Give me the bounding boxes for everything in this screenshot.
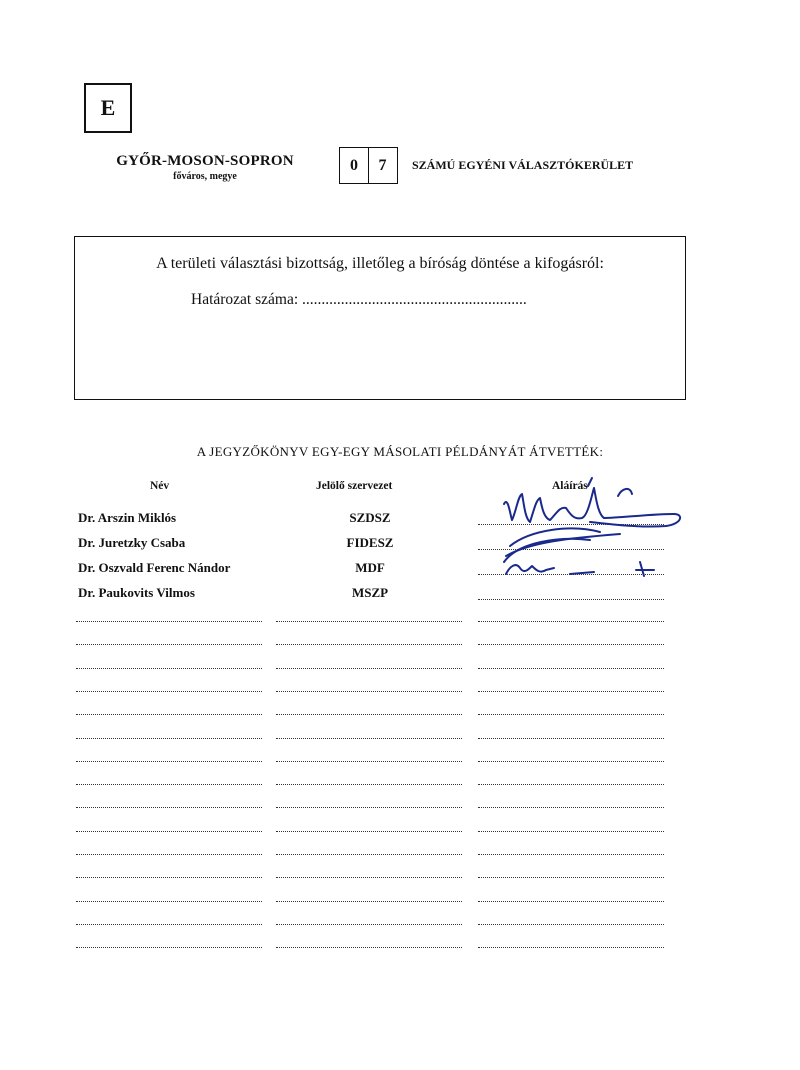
county-caption: főváros, megye xyxy=(173,171,237,182)
county-name: GYŐR-MOSON-SOPRON xyxy=(116,153,294,169)
column-header-name: Név xyxy=(150,480,170,492)
blank-name-line xyxy=(76,901,262,902)
blank-name-line xyxy=(76,621,262,622)
column-header-signature: Aláírás xyxy=(552,480,588,492)
blank-name-line xyxy=(76,924,262,925)
blank-org-line xyxy=(276,761,462,762)
blank-org-line xyxy=(276,738,462,739)
row-name: Dr. Oszvald Ferenc Nándor xyxy=(78,560,231,575)
blank-signature-line xyxy=(478,901,664,902)
blank-signature-line xyxy=(478,784,664,785)
blank-signature-line xyxy=(478,854,664,855)
blank-org-line xyxy=(276,877,462,878)
blank-signature-line xyxy=(478,714,664,715)
blank-org-line xyxy=(276,807,462,808)
blank-name-line xyxy=(76,691,262,692)
blank-row xyxy=(0,877,800,887)
decision-title: A területi választási bizottság, illetőleg a bíróság döntése a kifogásról: xyxy=(156,255,604,272)
blank-org-line xyxy=(276,947,462,948)
blank-org-line xyxy=(276,854,462,855)
district-caption: SZÁMÚ EGYÉNI VÁLASZTÓKERÜLET xyxy=(412,158,634,172)
blank-name-line xyxy=(76,877,262,878)
column-header-org: Jelölő szervezet xyxy=(316,480,393,492)
blank-org-line xyxy=(276,901,462,902)
blank-signature-line xyxy=(478,947,664,948)
blank-name-line xyxy=(76,784,262,785)
district-number-boxes xyxy=(339,147,398,184)
blank-name-line xyxy=(76,854,262,855)
district-digit-2: 7 xyxy=(368,147,398,184)
row-org: SZDSZ xyxy=(349,510,391,525)
blank-org-line xyxy=(276,691,462,692)
blank-signature-line xyxy=(478,877,664,878)
blank-row xyxy=(0,738,800,748)
county-block xyxy=(110,153,300,182)
decision-box xyxy=(74,236,686,400)
table-row xyxy=(0,585,800,607)
blank-signature-line xyxy=(478,644,664,645)
received-title: A JEGYZŐKÖNYV EGY-EGY MÁSOLATI PÉLDÁNYÁT ÁTVETTÉK: xyxy=(196,444,604,459)
district-digit-1: 0 xyxy=(339,147,369,184)
blank-row xyxy=(0,784,800,794)
blank-org-line xyxy=(276,621,462,622)
row-org: MSZP xyxy=(351,585,389,600)
blank-row xyxy=(0,691,800,701)
blank-row xyxy=(0,644,800,654)
blank-row xyxy=(0,807,800,817)
row-org: FIDESZ xyxy=(346,535,394,550)
form-letter-box xyxy=(84,83,132,133)
blank-signature-line xyxy=(478,668,664,669)
handwritten-signatures xyxy=(470,474,690,584)
blank-name-line xyxy=(76,807,262,808)
blank-name-line xyxy=(76,738,262,739)
blank-org-line xyxy=(276,644,462,645)
blank-row xyxy=(0,854,800,864)
signature-line xyxy=(478,599,664,600)
row-name: Dr. Juretzky Csaba xyxy=(78,535,186,550)
blank-row xyxy=(0,947,800,957)
row-name: Dr. Paukovits Vilmos xyxy=(78,585,195,600)
form-letter: E xyxy=(100,95,116,120)
blank-signature-line xyxy=(478,621,664,622)
blank-signature-line xyxy=(478,761,664,762)
blank-row xyxy=(0,831,800,841)
blank-name-line xyxy=(76,644,262,645)
blank-org-line xyxy=(276,784,462,785)
blank-row xyxy=(0,668,800,678)
blank-name-line xyxy=(76,714,262,715)
blank-name-line xyxy=(76,761,262,762)
blank-row xyxy=(0,621,800,631)
blank-signature-line xyxy=(478,807,664,808)
blank-row xyxy=(0,761,800,771)
blank-row xyxy=(0,714,800,724)
decision-number-field: Határozat száma: .......................................................... xyxy=(191,291,527,308)
blank-org-line xyxy=(276,924,462,925)
blank-signature-line xyxy=(478,831,664,832)
row-org: MDF xyxy=(355,560,385,575)
blank-row xyxy=(0,901,800,911)
blank-name-line xyxy=(76,947,262,948)
blank-org-line xyxy=(276,668,462,669)
blank-name-line xyxy=(76,668,262,669)
blank-signature-line xyxy=(478,924,664,925)
blank-signature-line xyxy=(478,691,664,692)
blank-signature-line xyxy=(478,738,664,739)
row-name: Dr. Arszin Miklós xyxy=(78,510,177,525)
blank-org-line xyxy=(276,714,462,715)
blank-org-line xyxy=(276,831,462,832)
blank-row xyxy=(0,924,800,934)
blank-name-line xyxy=(76,831,262,832)
